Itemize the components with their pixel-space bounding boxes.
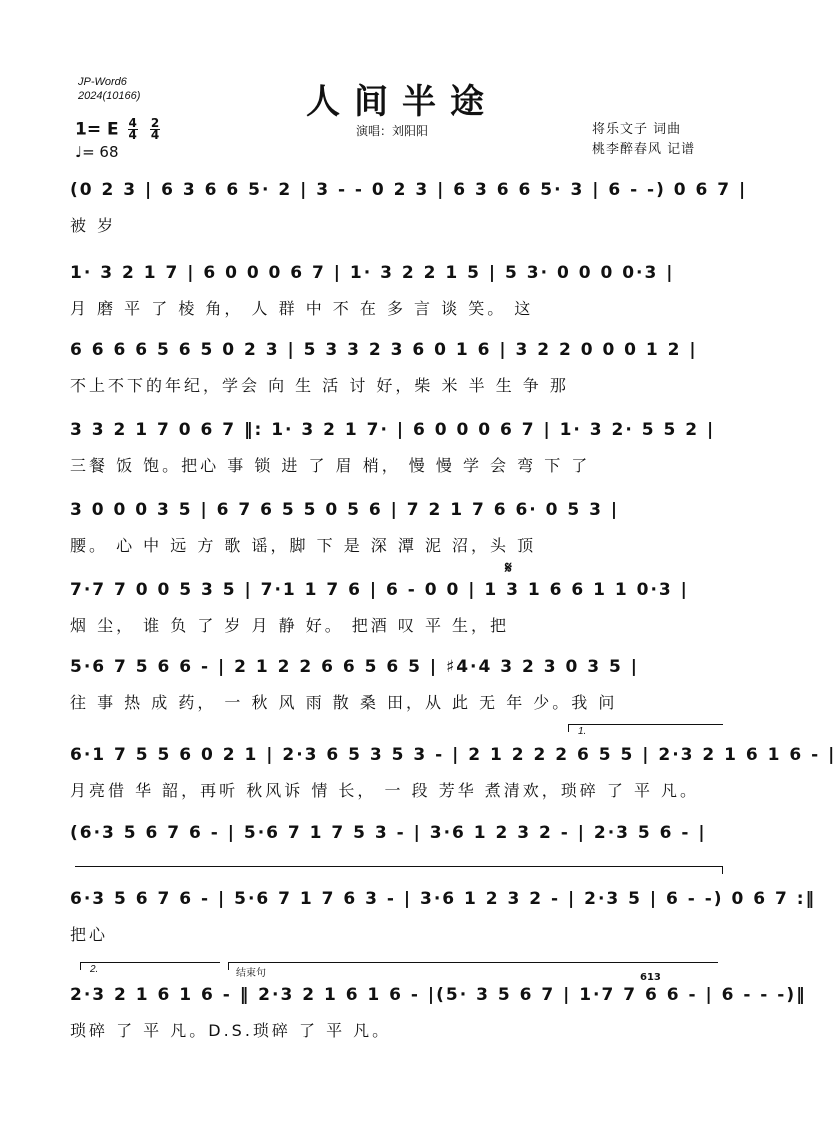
ending-bracket bbox=[228, 962, 718, 963]
time-sig-denominator: 4 bbox=[150, 128, 160, 142]
volta-2-tick bbox=[80, 962, 81, 970]
volta-1-continuation bbox=[75, 866, 723, 867]
software-label: JP-Word6 bbox=[78, 76, 127, 88]
notation-line: 3 3 2 1 7 0 6 7 ‖: 1· 3 2 1 7· | 6 0 0 0 6 7 | 1· 3 2· 5 5 2 | bbox=[70, 420, 716, 440]
time-sig-numerator: 4 bbox=[128, 116, 137, 130]
lyrics-line: 三餐 饭 饱。把心 事 锁 进 了 眉 梢， 慢 慢 学 会 弯 下 了 bbox=[70, 456, 591, 475]
lyrics-line: 烟 尘， 谁 负 了 岁 月 静 好。 把酒 叹 平 生，把 bbox=[70, 616, 510, 635]
notation-line: 2·3 2 1 6 1 6 - ‖ 2·3 2 1 6 1 6 - |(5· 3 5 6 7 | 1·7 7 6 6 - | 6 - - -)‖ bbox=[70, 985, 807, 1005]
volta-1-bracket bbox=[568, 724, 723, 725]
notation-line: 1· 3 2 1 7 | 6 0 0 0 6 7 | 1· 3 2 2 1 5 | 5 3· 0 0 0 0·3 | bbox=[70, 263, 675, 283]
notation-line: (6·3 5 6 7 6 - | 5·6 7 1 7 5 3 - | 3·6 1 2 3 2 - | 2·3 5 6 - | bbox=[70, 823, 707, 843]
ending-label: 结束句 bbox=[236, 968, 266, 979]
key-label: 1= E bbox=[75, 119, 119, 140]
singer-credit: 演唱：刘阳阳 bbox=[356, 124, 429, 138]
lyrics-line: 琐碎 了 平 凡。D.S.琐碎 了 平 凡。 bbox=[70, 1021, 392, 1040]
staff-line-6 bbox=[70, 575, 730, 655]
key-signature bbox=[75, 118, 163, 141]
staff-line-1 bbox=[70, 175, 748, 255]
staff-line-2 bbox=[70, 258, 730, 338]
ending-tick bbox=[228, 962, 229, 970]
volta-1-label: 1. bbox=[578, 726, 587, 737]
notation-line: 6·3 5 6 7 6 - | 5·6 7 1 7 6 3 - | 3·6 1 2 3 2 - | 2·3 5 | 6 - -) 0 6 7 :‖ bbox=[70, 889, 817, 909]
staff-line-10 bbox=[70, 884, 817, 964]
time-signature-4-4 bbox=[128, 118, 138, 141]
notation-line: 6·1 7 5 5 6 0 2 1 | 2·3 6 5 3 5 3 - | 2 1 2 2 2 6 5 5 | 2·3 2 1 6 1 6 - | bbox=[70, 745, 836, 765]
staff-line-3 bbox=[70, 335, 730, 415]
staff-line-8 bbox=[70, 740, 836, 820]
segno-sign: 𝄋 bbox=[505, 558, 512, 577]
staff-line-11 bbox=[70, 980, 807, 1060]
lyrics-line: 腰。 心 中 远 方 歌 谣，脚 下 是 深 潭 泥 沼，头 顶 bbox=[70, 536, 537, 555]
transcriber-credit: 桃李醉春风 记谱 bbox=[592, 142, 696, 157]
notation-line: 7·7 7 0 0 5 3 5 | 7·1 1 7 6 | 6 - 0 0 | 1 3 1 6 6 1 1 0·3 | bbox=[70, 580, 689, 600]
lyrics-line: 不上不下的年纪，学会 向 生 活 讨 好，柴 米 半 生 争 那 bbox=[70, 376, 569, 395]
lyrics-line: 往 事 热 成 药， 一 秋 风 雨 散 桑 田，从 此 无 年 少。我 问 bbox=[70, 693, 618, 712]
staff-line-5 bbox=[70, 495, 730, 575]
grace-note-marking: 613 bbox=[640, 972, 661, 983]
lyricist-credit: 将乐文子 词曲 bbox=[592, 122, 682, 137]
notation-line: 5·6 7 5 6 6 - | 2 1 2 2 6 6 5 6 5 | ♯4·4 3 2 3 0 3 5 | bbox=[70, 657, 639, 677]
time-sig-denominator: 4 bbox=[128, 128, 137, 142]
staff-line-4 bbox=[70, 415, 730, 495]
staff-line-7 bbox=[70, 652, 730, 732]
lyrics-line: 被 岁 bbox=[70, 216, 117, 235]
time-signature-2-4 bbox=[150, 118, 160, 141]
lyrics-line: 月 磨 平 了 棱 角， 人 群 中 不 在 多 言 谈 笑。 这 bbox=[70, 299, 534, 318]
page-title: 人间半途 bbox=[306, 82, 498, 122]
notation-line: 3 0 0 0 3 5 | 6 7 6 5 5 0 5 6 | 7 2 1 7 6 6· 0 5 3 | bbox=[70, 500, 620, 520]
volta-1-tick bbox=[568, 724, 569, 732]
notation-line: 6 6 6 6 5 6 5 0 2 3 | 5 3 3 2 3 6 0 1 6 | 3 2 2 0 0 0 1 2 | bbox=[70, 340, 698, 360]
volta-2-bracket bbox=[80, 962, 220, 963]
time-sig-numerator: 2 bbox=[150, 116, 160, 130]
lyrics-line: 把心 bbox=[70, 925, 109, 944]
volta-1-end-tick bbox=[722, 866, 723, 874]
score-code: 2024(10166) bbox=[78, 90, 141, 102]
tempo-marking: ♩= 68 bbox=[75, 143, 119, 161]
lyrics-line: 月亮借 华 韶，再听 秋风诉 情 长， 一 段 芳华 煮清欢，琐碎 了 平 凡。 bbox=[70, 781, 700, 800]
notation-line: (0 2 3 | 6 3 6 6 5· 2 | 3 - - 0 2 3 | 6 3 6 6 5· 3 | 6 - -) 0 6 7 | bbox=[70, 180, 748, 200]
volta-2-label: 2. bbox=[90, 964, 99, 975]
